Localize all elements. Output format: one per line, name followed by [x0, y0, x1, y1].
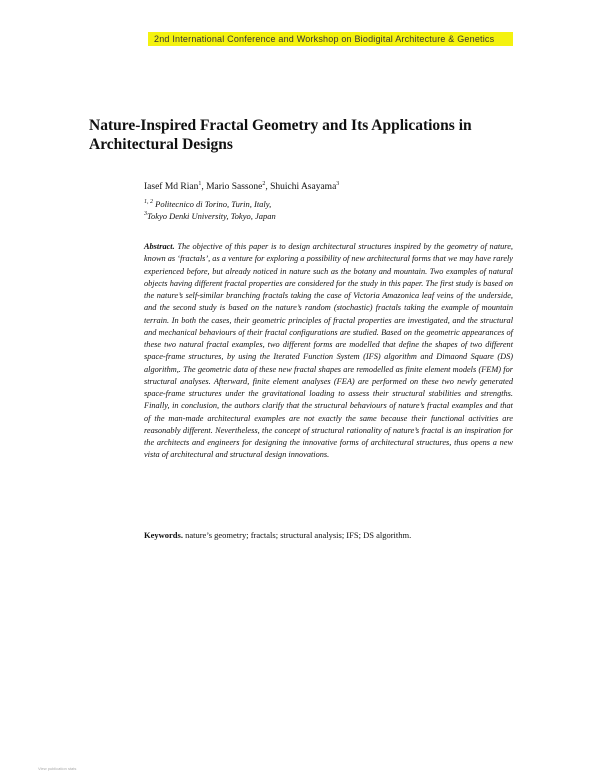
affiliation [144, 208, 544, 223]
author-name: Mario Sassone [206, 182, 263, 192]
affiliation-mark: 3 [144, 211, 147, 217]
abstract-text: The objective of this paper is to design architectural structures inspired by the geometry of nature, known as ‘fractals’, as a venture for exploring a possibility of new architectural forms that we may have rarely experienced before, but already noticed in nature such as the botany and mountain. Two examples of natural objects having different fractal properties are considered for the study in this paper. The first study is based on the nature’s self-similar branching fractals taking the case of Victoria Amazonica leaf veins of the underside, and the second study is based on the nature’s random (stochastic) fractals taking the example of mountain terrain. In both the cases, their geometric principles of fractal properties are investigated, and the structural and mechanical behaviours of their fractal configurations are studied. Based on the geometric appearances of these two natural fractal examples, two different forms are modelled that define the shapes of two different space-frame structures, by using the Iterated Function System (IFS) algorithm and Dimaond Square (DS) algorithm,. The geometric data of these new fractal shapes are remodelled as finite element models (FEM) for structural analyses. Afterward, finite element analyses (FEA) are performed on these two newly generated space-frame structures under the gravitational loading to assess their structural stabilities and strengths. Finally, in conclusion, the authors clarify that the structural behaviours of nature’s fractal examples and that of the man-made architectural examples are not exactly the same because their functional activities are reasonably different. Nevertheless, the concept of structural rationality of nature’s fractal is an inspiration for the architects and engineers for designing the innovative forms of architectural structures, thus opens a new vista of architectural and structural design innovations. [144, 242, 513, 460]
author-mark: 1 [198, 181, 202, 187]
author-list: Iasef Md Rian$^1$, Mario Sassone$^2$, Shuichi Asayama$^3$ [144, 181, 340, 192]
affiliation-mark: 1, 2 [144, 199, 153, 205]
publication-stats-link[interactable]: View publication stats [38, 766, 77, 771]
conference-banner [148, 32, 513, 46]
abstract [144, 241, 513, 462]
author-name: Iasef Md Rian [144, 182, 199, 192]
abstract-label: Abstract. [144, 242, 175, 251]
keywords-text: nature’s geometry; fractals; structural analysis; IFS; DS algorithm. [185, 530, 412, 540]
conference-banner-text: 2nd International Conference and Workshop on Biodigital Architecture & Genetics [154, 34, 495, 44]
affiliation-text: Tokyo Denki University, Tokyo, Japan [147, 211, 276, 221]
author-mark: 3 [336, 181, 340, 187]
author-name: Shuichi Asayama [270, 182, 337, 192]
keywords-label: Keywords. [144, 530, 183, 540]
affiliation-text: Politecnico di Torino, Turin, Italy, [155, 199, 272, 209]
author-mark: 2 [262, 181, 266, 187]
keywords [144, 529, 524, 541]
paper-title: Nature-Inspired Fractal Geometry and Its Applications in Architectural Designs [89, 117, 472, 153]
